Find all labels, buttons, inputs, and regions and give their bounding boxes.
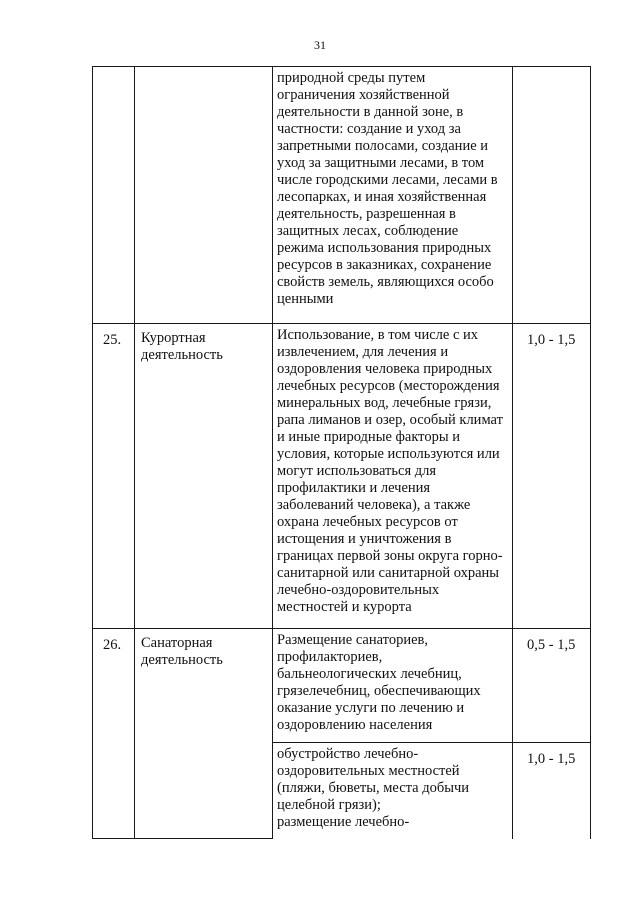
coefficient-value: 1,0 - 1,5 [527,332,576,348]
text-line: ценными [277,291,334,307]
activity-type-text [135,629,272,673]
coefficient-cell [513,629,591,743]
text-line: числе городскими лесами, лесами в [277,172,498,188]
text-line: условия, которые используются или [277,446,500,462]
text-line: местностей и курорта [277,599,412,615]
description-cell [273,743,513,839]
row-number: 26. [103,637,122,653]
text-line: профилакториев, [277,649,383,665]
text-line: природной среды путем [277,70,426,86]
text-line: истощения и уничтожения в [277,531,452,547]
number-cell [93,629,135,839]
text-line: обустройство лечебно- [277,746,419,762]
activity-type-cell [135,67,273,324]
text-line: деятельности в данной зоне, в [277,104,464,120]
text-line: рапа лиманов и озер, особый климат [277,412,503,428]
coefficient-value: 1,0 - 1,5 [527,751,576,767]
text-line: профилактики и лечения [277,480,431,496]
text-line: границах первой зоны округа горно- [277,548,503,564]
number-cell [93,67,135,324]
text-line: целебной грязи); [277,797,381,813]
text-line: размещение лечебно- [277,814,410,830]
text-line: защитных лесах, соблюдение [277,223,459,239]
text-line: ресурсов в заказниках, сохранение [277,257,492,273]
description-cell [273,324,513,629]
text-line: Курортная [141,330,206,346]
text-line: запретными полосами, создание и [277,138,489,154]
text-line: Использование, в том числе с их [277,327,479,343]
coefficient-cell [513,67,591,324]
text-line: бальнеологических лечебниц, [277,666,462,682]
table-row-26 [93,629,591,743]
description-text [273,324,512,617]
description-text [273,743,512,832]
text-line: лечебно-оздоровительных [277,582,440,598]
text-line: извлечением, для лечения и [277,344,449,360]
coefficient-value: 0,5 - 1,5 [527,637,576,653]
text-line: частности: создание и уход за [277,121,461,137]
text-line: режима использования природных [277,240,492,256]
text-line: санитарной или санитарной охраны [277,565,500,581]
activity-type-text [135,324,272,368]
activity-type-cell [135,629,273,839]
text-line: ограничения хозяйственной [277,87,450,103]
text-line: уход за защитными лесами, в том [277,155,485,171]
activity-type-cell [135,324,273,629]
coefficient-cell [513,743,591,839]
land-use-table [92,66,591,839]
text-line: (пляжи, бюветы, места добычи [277,780,470,796]
description-text [273,67,512,309]
text-line: Санаторная [141,635,213,651]
text-line: могут использоваться для [277,463,437,479]
text-line: заболеваний человека), а также [277,497,471,513]
text-line: и иные природные факторы и [277,429,460,445]
text-line: охрана лечебных ресурсов от [277,514,458,530]
text-line: оздоровлению населения [277,717,433,733]
table-row-continuation [93,67,591,324]
coefficient-cell [513,324,591,629]
text-line: деятельность [141,652,223,668]
description-cell [273,67,513,324]
text-line: деятельность [141,347,223,363]
description-cell [273,629,513,743]
text-line: оказание услуги по лечению и [277,700,465,716]
text-line: лесопарках, и иная хозяйственная [277,189,487,205]
text-line: деятельность, разрешенная в [277,206,456,222]
text-line: оздоровления человека природных [277,361,493,377]
description-text [273,629,512,735]
text-line: оздоровительных местностей [277,763,460,779]
number-cell [93,324,135,629]
text-line: минеральных вод, лечебные грязи, [277,395,492,411]
text-line: Размещение санаториев, [277,632,428,648]
table-row-25 [93,324,591,629]
page-number: 31 [314,38,326,52]
row-number: 25. [103,332,122,348]
text-line: свойств земель, являющихся особо [277,274,494,290]
text-line: лечебных ресурсов (месторождения [277,378,500,394]
text-line: грязелечебниц, обеспечивающих [277,683,481,699]
